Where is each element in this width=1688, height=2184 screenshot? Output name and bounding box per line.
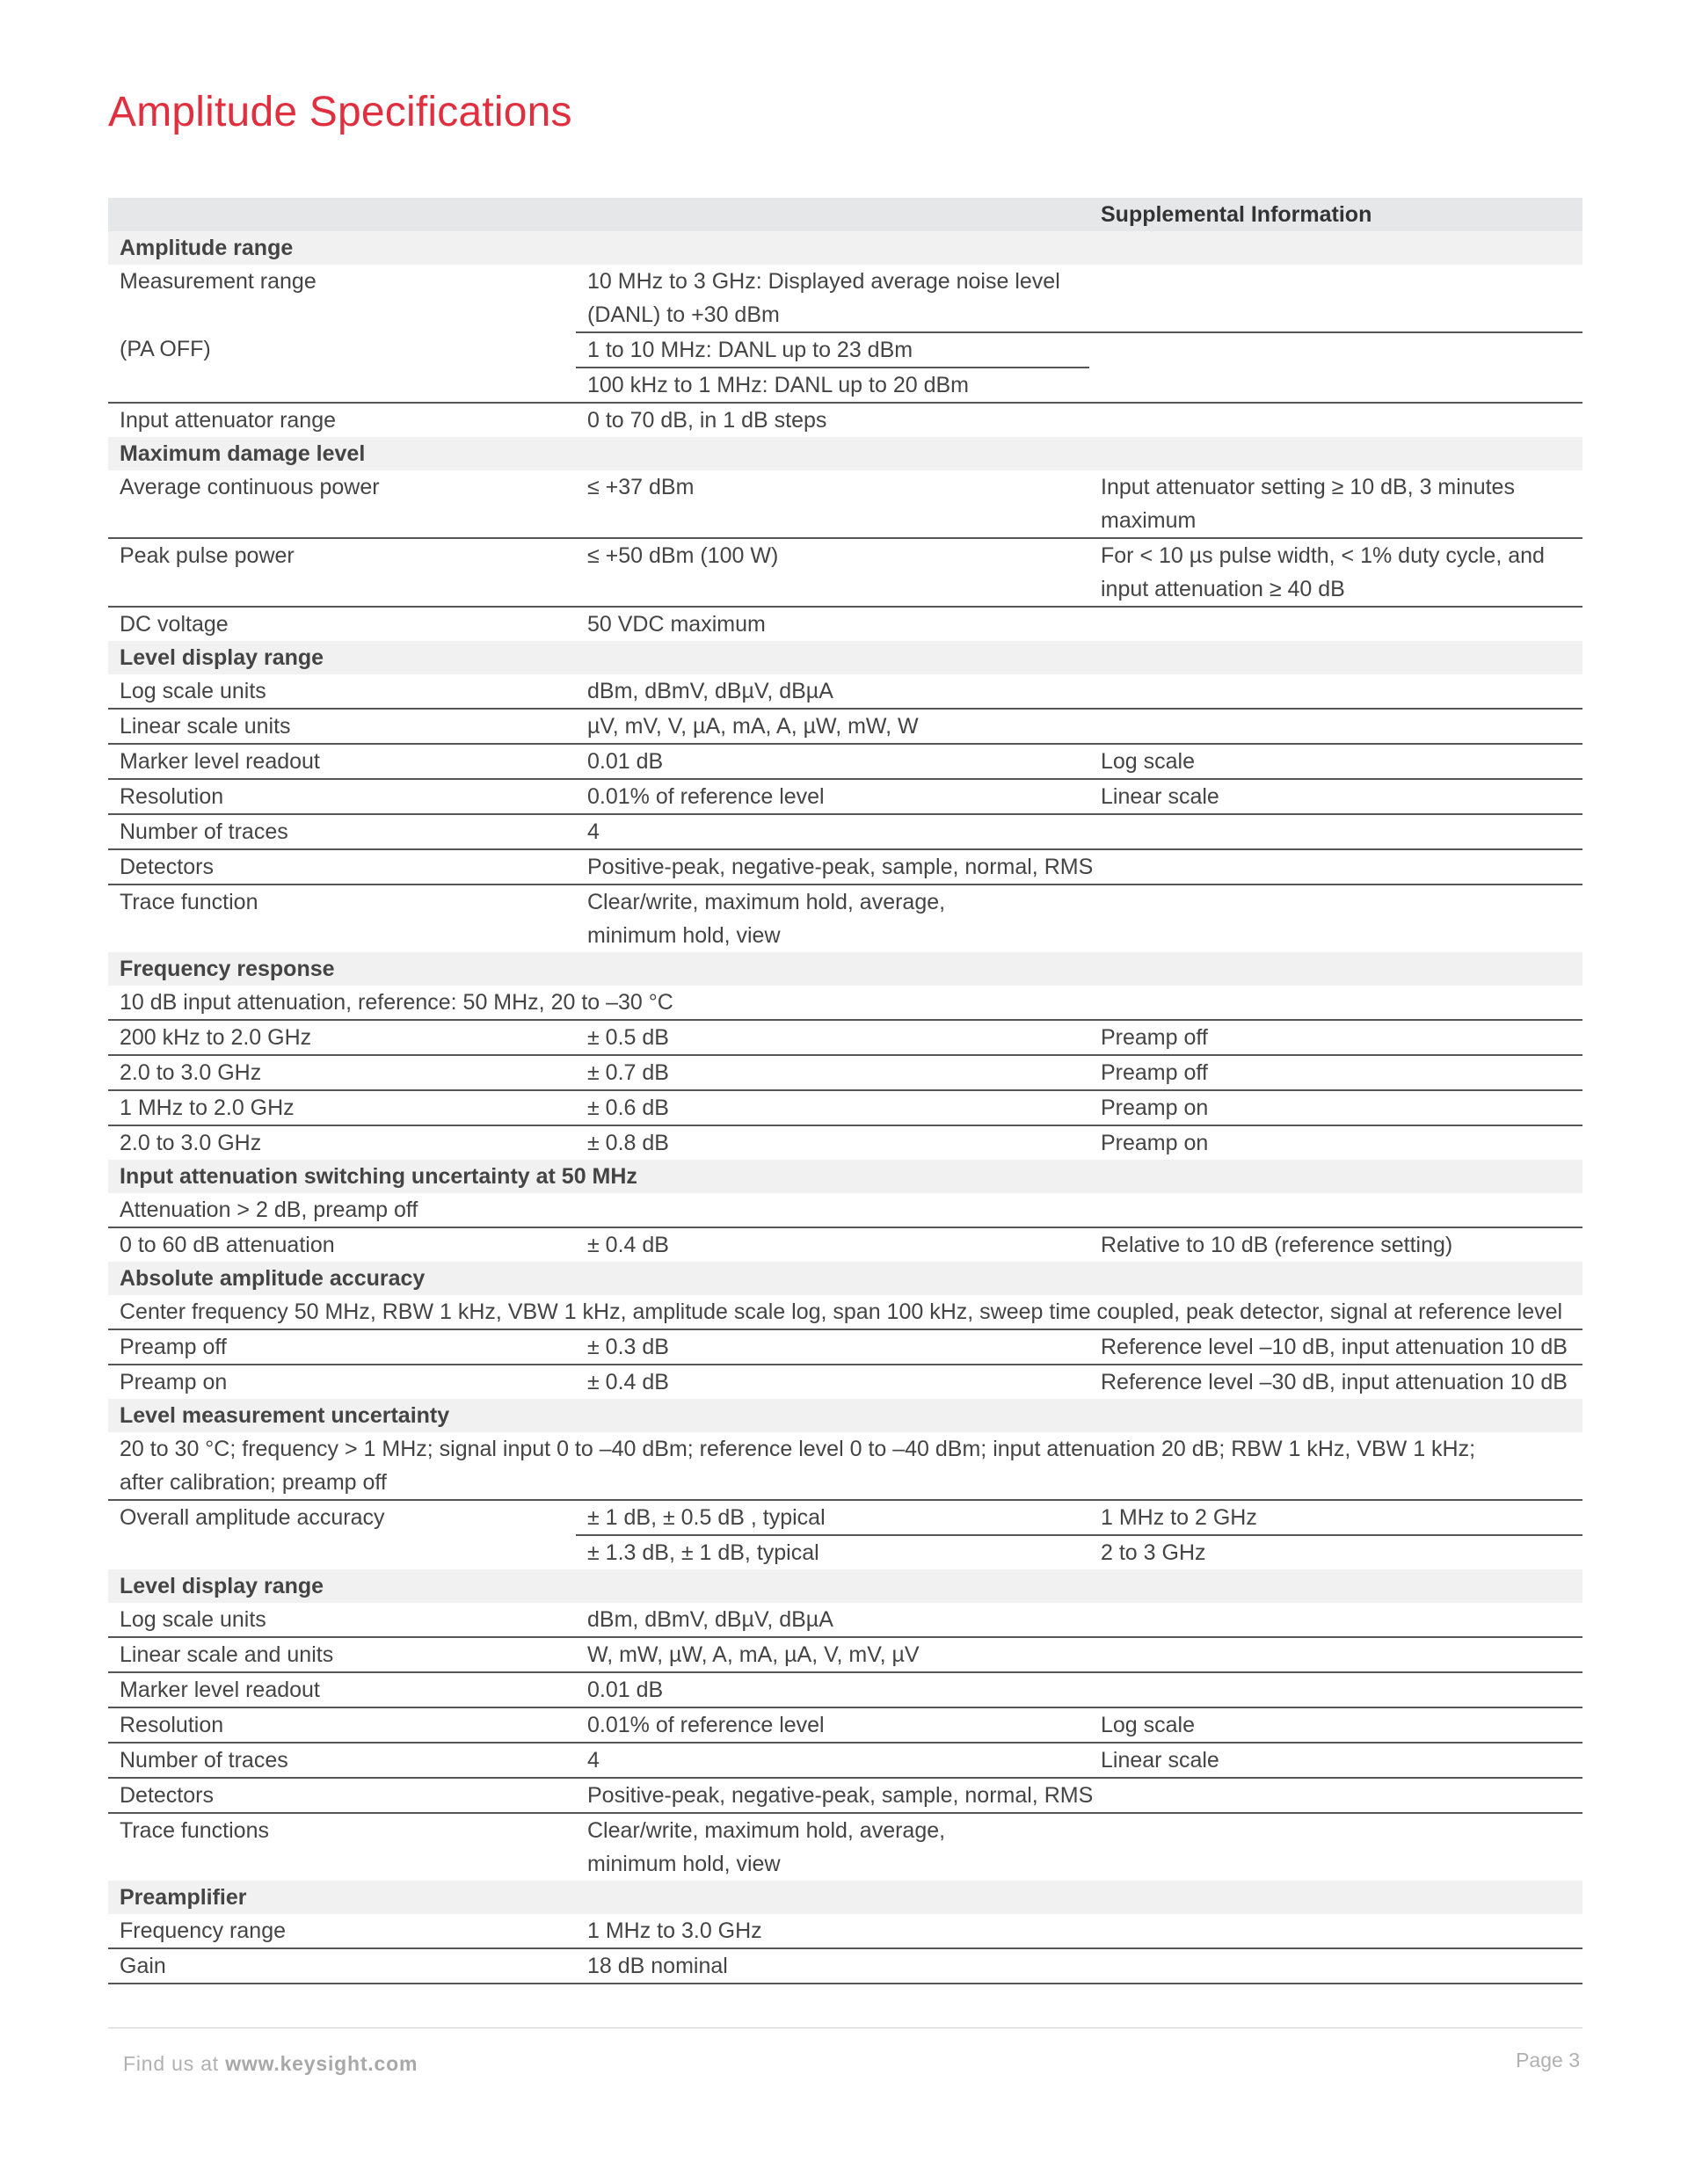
table-row [108,674,1582,709]
table-row [108,1020,1582,1055]
row-supp [1089,607,1582,641]
row-label: 1 MHz to 2.0 GHz [108,1090,576,1125]
row-label: Measurement range [120,269,316,294]
row-note: Center frequency 50 MHz, RBW 1 kHz, VBW 1 kHz, amplitude scale log, span 100 kHz, sweep time coupled, peak detector, signal at reference level [108,1295,1582,1329]
row-value: ± 0.4 dB [587,1233,669,1257]
section-row [108,1262,1582,1295]
table-row [108,779,1582,814]
row-supp: Linear scale [1089,779,1582,814]
row-label: Overall amplitude accuracy [120,1505,385,1530]
row-note: 10 dB input attenuation, reference: 50 MHz, 20 to –30 °C [108,986,1582,1020]
section-title: Level display range [108,641,1582,674]
table-row [108,744,1582,779]
page-number: Page 3 [1516,2049,1580,2071]
row-supp: For < 10 µs pulse width, < 1% duty cycle, and input attenuation ≥ 40 dB [1089,538,1582,607]
table-row [108,403,1582,437]
row-value: 50 VDC maximum [587,612,766,637]
section-row [108,641,1582,674]
table-row [108,1707,1582,1743]
row-label: Marker level readout [108,1672,576,1707]
table-row [108,709,1582,744]
table-row [108,986,1582,1020]
row-supp [1089,814,1582,849]
table-row [108,849,1582,885]
row-value: 1 to 10 MHz: DANL up to 23 dBm [576,332,1089,368]
row-supp [1089,1948,1582,1984]
row-label: Linear scale units [108,709,576,744]
row-supp [1089,849,1582,885]
row-supp: Reference level –30 dB, input attenuation 10 dB [1101,1370,1568,1394]
row-label: Peak pulse power [108,538,576,607]
footer-contact [123,2052,418,2076]
row-supp [1089,1778,1582,1813]
row-supp: Preamp off [1089,1055,1582,1090]
row-supp: Preamp on [1089,1090,1582,1125]
section-title: Level display range [108,1569,1582,1603]
row-label: Frequency range [108,1914,576,1948]
row-supp: Preamp off [1089,1020,1582,1055]
section-row [108,437,1582,470]
table-row [108,1813,1582,1881]
section-title: Preamplifier [108,1881,1582,1914]
row-label: Average continuous power [108,470,576,538]
row-value: Positive-peak, negative-peak, sample, normal, RMS [576,1778,1089,1813]
section-title: Level measurement uncertainty [108,1399,1582,1432]
table-row [108,332,1582,368]
section-title: Input attenuation switching uncertainty at 50 MHz [108,1160,1582,1193]
row-supp [1089,403,1582,437]
header-cell [576,198,1089,231]
footer-divider [108,2027,1582,2028]
row-value: Clear/write, maximum hold, average, minimum hold, view [587,1818,946,1876]
row-label: Preamp off [108,1329,576,1365]
section-row [108,1160,1582,1193]
row-value: ± 1.3 dB, ± 1 dB, typical [587,1540,819,1565]
row-supp: Relative to 10 dB (reference setting) [1101,1233,1453,1257]
supplemental-header: Supplemental Information [1089,198,1582,231]
row-value: ± 0.3 dB [576,1329,1089,1365]
row-label: Input attenuator range [120,408,337,433]
row-value: 4 [576,814,1089,849]
row-supp [1089,885,1582,952]
row-label: 2.0 to 3.0 GHz [108,1055,576,1090]
table-row [108,1055,1582,1090]
row-label: Gain [108,1948,576,1984]
page-title: Amplitude Specifications [108,89,572,135]
table-row [108,814,1582,849]
header-cell [108,198,576,231]
row-label: Detectors [108,849,576,885]
table-row [108,1090,1582,1125]
row-label: Linear scale and units [108,1637,576,1672]
table-row [108,265,1582,332]
table-row [108,538,1582,607]
table-row [108,607,1582,641]
row-label: Number of traces [108,814,576,849]
row-value: W, mW, µW, A, mA, µA, V, mV, µV [576,1637,1089,1672]
row-label [108,1535,576,1569]
table-row [108,470,1582,538]
row-value: 0.01% of reference level [576,1707,1089,1743]
row-value: ≤ +37 dBm [576,470,1089,538]
row-supp [1089,1603,1582,1637]
table-row [108,1125,1582,1160]
row-value: ± 0.5 dB [576,1020,1089,1055]
row-supp [1089,1672,1582,1707]
row-note: Attenuation > 2 dB, preamp off [108,1193,1582,1227]
row-value: 18 dB nominal [576,1948,1089,1984]
row-supp: Log scale [1089,744,1582,779]
row-supp: 1 MHz to 2 GHz [1089,1500,1582,1535]
table-row [108,1500,1582,1535]
row-supp: Reference level –10 dB, input attenuation 10 dB [1089,1329,1582,1365]
row-label: 0 to 60 dB attenuation [120,1233,335,1257]
row-supp: Linear scale [1089,1743,1582,1778]
row-supp [1089,674,1582,709]
section-row [108,1569,1582,1603]
section-title: Maximum damage level [108,437,1582,470]
row-supp [1089,368,1582,403]
section-row [108,231,1582,265]
row-supp: Input attenuator setting ≥ 10 dB, 3 minutes maximum [1089,470,1582,538]
table-row [108,1329,1582,1365]
table-row [108,1227,1582,1262]
row-value: µV, mV, V, µA, mA, A, µW, mW, W [576,709,1089,744]
table-row [108,1432,1582,1500]
row-value: 100 kHz to 1 MHz: DANL up to 20 dBm [576,368,1089,403]
row-value: ± 0.7 dB [576,1055,1089,1090]
spec-table [108,198,1582,1984]
footer-url-link[interactable]: www.keysight.com [225,2052,418,2075]
table-row [108,1603,1582,1637]
section-title: Amplitude range [108,231,1582,265]
table-row [108,1743,1582,1778]
table-row [108,368,1582,403]
row-value: 1 MHz to 3.0 GHz [576,1914,1089,1948]
row-supp [1089,332,1582,368]
row-label: Number of traces [108,1743,576,1778]
table-row [108,1637,1582,1672]
row-supp [1089,1914,1582,1948]
row-label [108,368,576,403]
row-supp: 2 to 3 GHz [1101,1540,1206,1565]
row-note: 20 to 30 °C; frequency > 1 MHz; signal input 0 to –40 dBm; reference level 0 to –40 dBm; input attenuation 20 dB; RBW 1 kHz, VBW 1 kHz; after calibration; preamp off [108,1432,1582,1500]
row-value: ≤ +50 dBm (100 W) [576,538,1089,607]
row-value: dBm, dBmV, dBµV, dBµA [576,1603,1089,1637]
table-row [108,1948,1582,1984]
row-value: 0 to 70 dB, in 1 dB steps [587,408,827,433]
row-value: dBm, dBmV, dBµV, dBµA [576,674,1089,709]
row-supp [1089,1813,1582,1881]
row-supp [1089,1637,1582,1672]
footer-prefix: Find us at [123,2052,226,2075]
section-row [108,1399,1582,1432]
row-label: 200 kHz to 2.0 GHz [108,1020,576,1055]
row-label: Marker level readout [108,744,576,779]
row-supp [1089,265,1582,332]
section-row [108,952,1582,986]
row-supp: Preamp on [1101,1131,1209,1155]
section-row [108,1881,1582,1914]
row-label: Trace functions [120,1818,269,1843]
row-value: ± 0.8 dB [587,1131,669,1155]
row-label: 2.0 to 3.0 GHz [120,1131,262,1155]
row-label: Resolution [108,779,576,814]
row-value: ± 0.4 dB [587,1370,669,1394]
section-title: Absolute amplitude accuracy [108,1262,1582,1295]
table-row [108,1535,1582,1569]
row-value: Positive-peak, negative-peak, sample, normal, RMS [576,849,1089,885]
table-row [108,1365,1582,1399]
row-value: 4 [576,1743,1089,1778]
row-label: Resolution [108,1707,576,1743]
row-value: 0.01 dB [576,1672,1089,1707]
table-header-row [108,198,1582,231]
table-row [108,1295,1582,1329]
section-title: Frequency response [108,952,1582,986]
table-row [108,1914,1582,1948]
table-row [108,1672,1582,1707]
table-row [108,885,1582,952]
row-value: 0.01% of reference level [576,779,1089,814]
row-supp [1089,709,1582,744]
row-label: Log scale units [108,674,576,709]
row-value: 0.01 dB [576,744,1089,779]
row-value: ± 1 dB, ± 0.5 dB , typical [576,1500,1089,1535]
row-supp: Log scale [1089,1707,1582,1743]
table-row [108,1193,1582,1227]
row-value: Clear/write, maximum hold, average, minimum hold, view [587,890,946,948]
row-label: Log scale units [108,1603,576,1637]
row-label: Preamp on [120,1370,228,1394]
row-value: 10 MHz to 3 GHz: Displayed average noise level (DANL) to +30 dBm [587,269,1060,327]
row-label: Detectors [108,1778,576,1813]
row-label: Trace function [120,890,258,914]
row-value: ± 0.6 dB [576,1090,1089,1125]
row-label: DC voltage [120,612,229,637]
row-label: (PA OFF) [120,337,211,361]
table-row [108,1778,1582,1813]
